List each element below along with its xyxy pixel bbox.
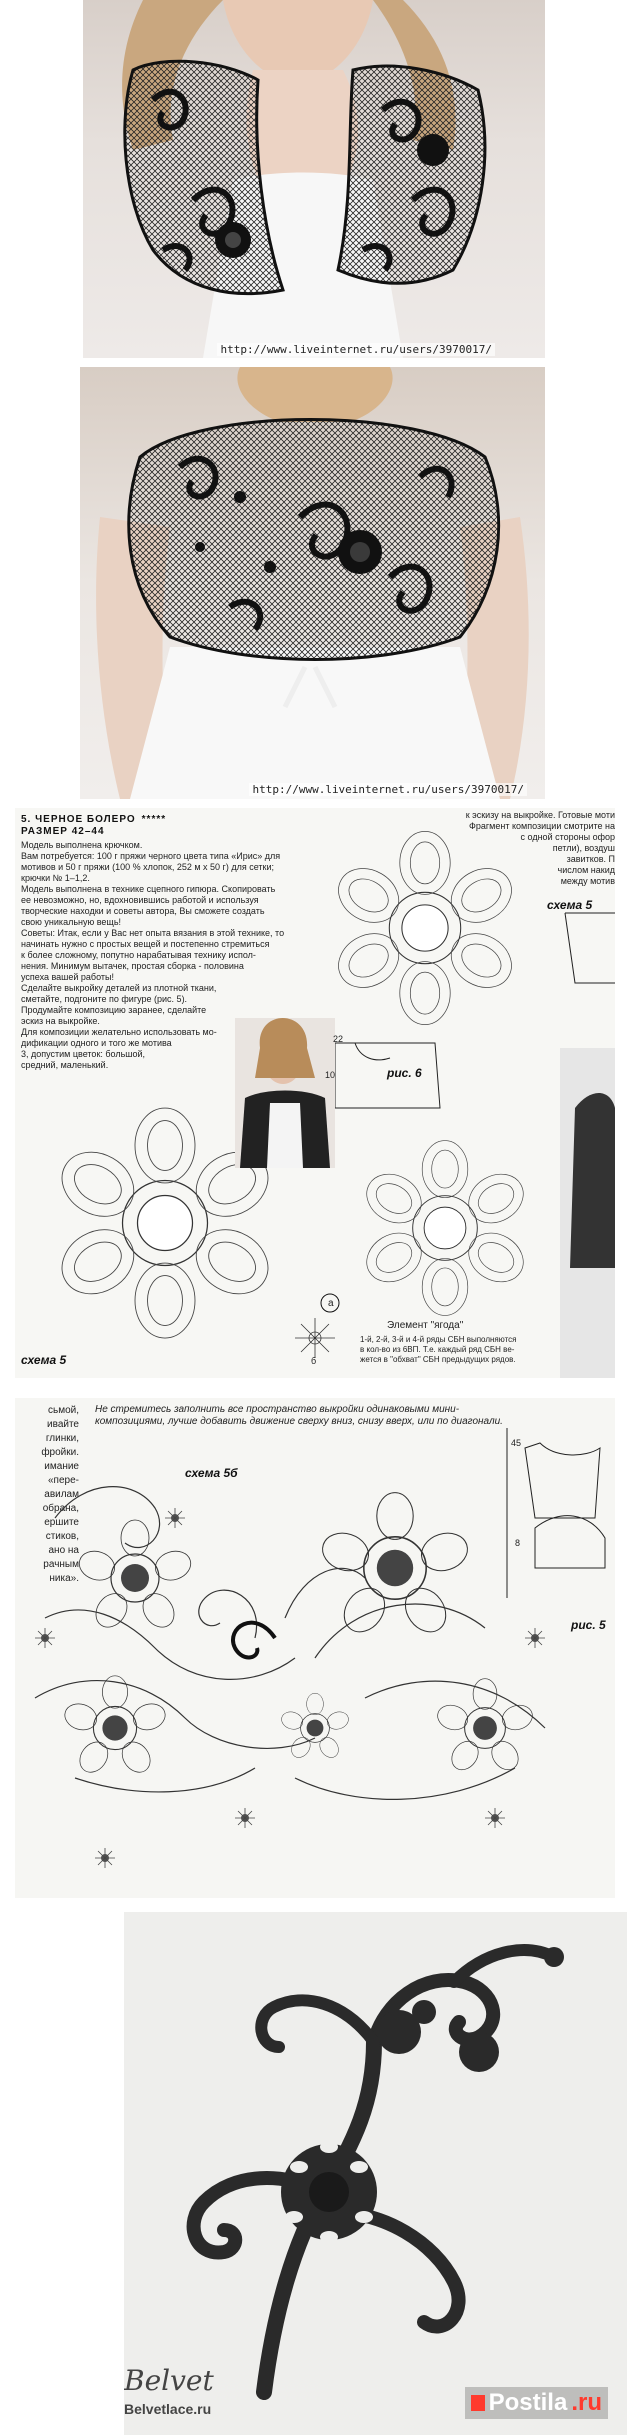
label-b: б — [311, 1356, 317, 1366]
element-note: 1-й, 2-й, 3-й и 4-й ряды СБН выполняются в кол-во из 6ВП. Т.е. каждый ряд СБН ве- жется в "обхват" СБН предыдущих рядов. — [360, 1335, 517, 1364]
pattern-page-2 — [15, 1398, 615, 1898]
brand-name: Belvet — [124, 2364, 214, 2397]
postila-watermark: Postila .ru — [465, 2387, 608, 2419]
dim-label: 22 — [333, 1034, 344, 1044]
difficulty-stars: ***** — [141, 814, 167, 825]
pattern-size: РАЗМЕР 42–44 — [21, 826, 105, 837]
bolero-back-illustration — [80, 367, 545, 799]
pattern-intro-text: Модель выполнена крючком. Вам потребуется: 100 г пряжи черного цвета типа «Ирис» для мотивов и 50 г пряжи (100 % хлопок, 252 м х 50 г) для сетки; крючки № 1–1,2. Модель выполнена в технике сцепного гипюра. Скопировать ее невозможно, но, вдохновившись работой и используя творческие находки и советы автора, Вы сможете создать свою уникальную вещь! Советы: Итак, если у Вас нет опыта вязания в этой технике, то начинать нужно с простых вещей и постепенно стремиться к более сложному, попутно нарабатывая технику испол- нения. Минимум вытачек, простая сборка - половина успеха вашей работы! Сделайте выкройку деталей из плотной ткани, сметайте, подгоните по фигуре (рис. 5). Продумайте композицию заранее, сделайте эскиз на выкройке. Для композиции желательно использовать мо- дификации одного и того же мотива 3, допустим цветок: большой, средний, маленький. — [21, 840, 285, 1070]
photo-bolero-front — [83, 0, 545, 358]
photo-lace-motif — [124, 1912, 627, 2435]
figure-label: рис. 6 — [387, 1066, 422, 1080]
element-label: Элемент "ягода" — [387, 1320, 464, 1331]
photo-bolero-back — [80, 367, 545, 799]
schema-label: схема 5б — [185, 1466, 238, 1480]
dim-label: 8 — [515, 1538, 521, 1548]
bolero-front-illustration — [83, 0, 545, 358]
left-column-text: сьмой, ивайте глинки, фройки. имание «пере- авилам обрана, ершите стиков, ано на рачным ника». — [41, 1405, 79, 1584]
label-a: a — [328, 1298, 334, 1309]
dim-label: 10 — [325, 1070, 336, 1080]
dress-photo — [560, 1048, 615, 1378]
watermark-url: http://www.liveinternet.ru/users/3970017/ — [249, 783, 527, 796]
model-photo — [235, 1018, 335, 1168]
schema-label-left: схема 5 — [21, 1353, 67, 1367]
composition-advice: Не стремитесь заполнить все пространство выкройки одинаковыми мини- композициями, лучше добавить движение сверху вниз, снизу вверх, или по диагонали. — [95, 1404, 503, 1427]
pattern-page-1 — [15, 808, 615, 1378]
crochet-diagrams-2 — [15, 1398, 615, 1898]
dim-label: 45 — [511, 1438, 522, 1448]
figure-label: рис. 5 — [571, 1618, 606, 1632]
lace-motif-illustration — [124, 1912, 627, 2435]
schema-label-right: схема 5 — [547, 898, 593, 912]
pattern-title: 5. ЧЕРНОЕ БОЛЕРО ***** — [21, 814, 167, 825]
pattern-right-text: к эскизу на выкройке. Готовые моти Фрагмент композиции смотрите на с одной стороны офор петли), воздуш завитков. П числом накид между мотив — [465, 810, 615, 886]
watermark-url: http://www.liveinternet.ru/users/3970017/ — [217, 343, 495, 356]
brand-site: Belvetlace.ru — [124, 2401, 212, 2417]
postila-logo-icon — [471, 2395, 485, 2411]
crochet-diagrams-1 — [15, 808, 615, 1378]
